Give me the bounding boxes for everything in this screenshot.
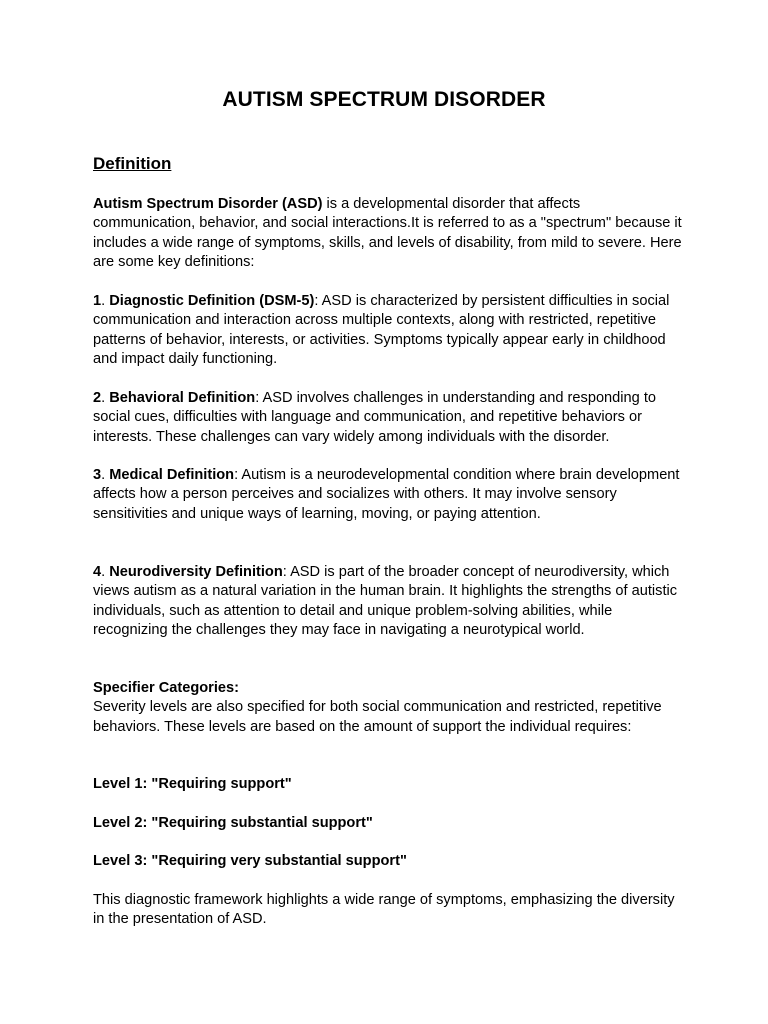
document-title: AUTISM SPECTRUM DISORDER [222, 88, 546, 111]
definition-text: : ASD is characterized by persistent difficulties in social communication and interaction across multiple contexts, along with restricted, repetitive patterns of behavior, interests, or activities. Symptoms typically appear early in childhood and impact daily functioning. [93, 293, 670, 368]
level-label: Level 3: "Requiring very substantial support" [93, 853, 407, 869]
definition-separator: . [101, 467, 110, 483]
definition-paragraph-2 [93, 389, 683, 447]
specifier-heading: Specifier Categories: [93, 680, 239, 696]
specifier-section [93, 679, 683, 737]
definition-text: : Autism is a neurodevelopmental condition where brain development affects how a person perceives and socializes with others. It may involve sensory sensitivities and unique ways of learning, moving, or paying attention. [93, 467, 680, 522]
definition-separator: . [101, 390, 110, 406]
intro-paragraph [93, 195, 683, 273]
definition-text: : ASD involves challenges in understanding and responding to social cues, difficulties with language and communication, and repetitive behaviors or interests. These challenges can vary widely among individuals with the disorder. [93, 390, 656, 445]
definition-paragraph-4 [93, 563, 683, 641]
specifier-text: Severity levels are also specified for both social communication and restricted, repetitive behaviors. These levels are based on the amount of support the individual requires: [93, 699, 662, 735]
intro-text: is a developmental disorder that affects communication, behavior, and social interactions.It is referred to as a "spectrum" because it includes a wide range of symptoms, skills, and levels of disability, from mild to severe. Here are some key definitions: [93, 196, 682, 271]
definition-term: Neurodiversity Definition [109, 564, 283, 580]
definition-number: 3 [93, 467, 102, 483]
closing-paragraph [93, 891, 683, 930]
level-label: Level 2: "Requiring substantial support" [93, 815, 373, 831]
definition-term: Diagnostic Definition (DSM-5) [109, 293, 315, 309]
definition-text: : ASD is part of the broader concept of neurodiversity, which views autism as a natural variation in the human brain. It highlights the strengths of autistic individuals, such as attention to detail and unique problem-solving abilities, while recognizing the challenges they may face in navigating a neurotypical world. [93, 564, 678, 639]
definition-term: Behavioral Definition [109, 390, 256, 406]
level-3 [93, 852, 683, 871]
definition-term: Medical Definition [109, 467, 235, 483]
level-1 [93, 775, 683, 794]
definition-number: 2 [93, 390, 102, 406]
closing-text: This diagnostic framework highlights a wide range of symptoms, emphasizing the diversity in the presentation of ASD. [93, 892, 675, 928]
level-2 [93, 814, 683, 833]
definition-number: 4 [93, 564, 102, 580]
definition-number: 1 [93, 293, 102, 309]
section-heading-definition: Definition [93, 154, 172, 173]
definition-paragraph-1 [93, 292, 683, 370]
definition-separator: . [101, 293, 110, 309]
definition-paragraph-3 [93, 466, 683, 524]
definition-separator: . [101, 564, 110, 580]
level-label: Level 1: "Requiring support" [93, 776, 292, 792]
intro-term: Autism Spectrum Disorder (ASD) [93, 196, 323, 212]
